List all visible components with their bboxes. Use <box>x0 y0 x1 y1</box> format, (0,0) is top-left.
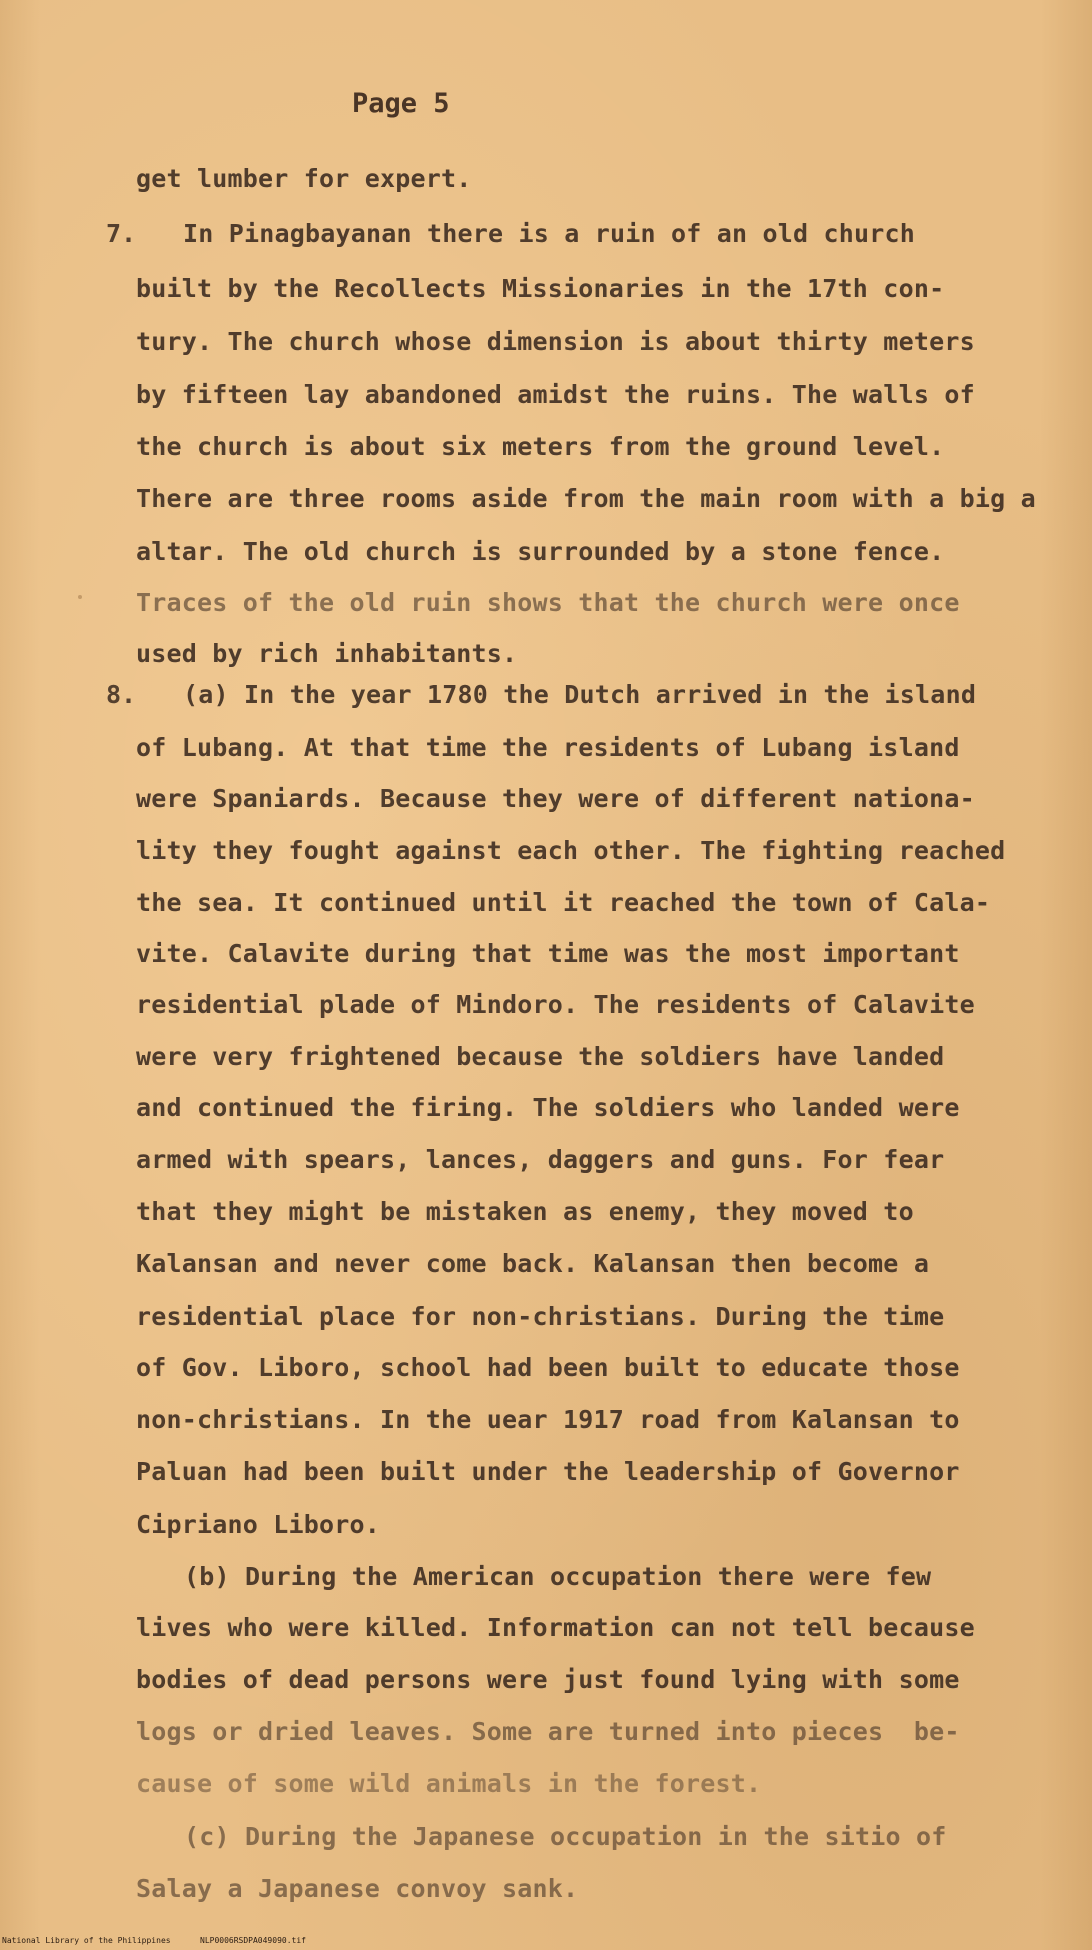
text-line: the sea. It continued until it reached the town of Cala- <box>136 888 991 917</box>
text-line: tury. The church whose dimension is about thirty meters <box>136 327 975 356</box>
text-line: (c) During the Japanese occupation in the sitio of <box>184 1822 947 1851</box>
text-line: Paluan had been built under the leadership of Governor <box>136 1457 960 1486</box>
text-line: (a) In the year 1780 the Dutch arrived in the island <box>183 680 977 709</box>
text-line: were Spaniards. Because they were of different nationa- <box>136 784 975 813</box>
text-line: vite. Calavite during that time was the most important <box>136 939 960 968</box>
text-line: Kalansan and never come back. Kalansan then become a <box>136 1249 930 1278</box>
text-line: used by rich inhabitants. <box>136 639 518 668</box>
text-line: cause of some wild animals in the forest. <box>136 1769 762 1798</box>
text-line: In Pinagbayanan there is a ruin of an old church <box>183 219 916 248</box>
text-line: bodies of dead persons were just found lying with some <box>136 1665 960 1694</box>
text-line: that they might be mistaken as enemy, they moved to <box>136 1197 914 1226</box>
footer-library-credit: National Library of the Philippines <box>2 1936 171 1945</box>
text-line: get lumber for expert. <box>136 164 472 193</box>
text-line: of Gov. Liboro, school had been built to educate those <box>136 1353 960 1382</box>
margin-mark <box>78 595 82 599</box>
footer-file-name: NLP0006RSDPA049090.tif <box>200 1936 306 1945</box>
text-line: lity they fought against each other. The fighting reached <box>136 836 1006 865</box>
text-line: logs or dried leaves. Some are turned into pieces be- <box>136 1717 960 1746</box>
text-line: were very frightened because the soldiers have landed <box>136 1042 945 1071</box>
text-line: and continued the firing. The soldiers who landed were <box>136 1093 960 1122</box>
text-line: Traces of the old ruin shows that the church were once <box>136 588 960 617</box>
text-line: residential place for non-christians. During the time <box>136 1302 945 1331</box>
item-number-8: 8. <box>106 680 137 709</box>
text-line: the church is about six meters from the ground level. <box>136 432 945 461</box>
text-line: There are three rooms aside from the main room with a big a <box>136 484 1036 513</box>
text-line: of Lubang. At that time the residents of Lubang island <box>136 733 960 762</box>
text-line: altar. The old church is surrounded by a stone fence. <box>136 537 945 566</box>
text-line: (b) During the American occupation there were few <box>184 1562 932 1591</box>
text-line: residential plade of Mindoro. The residents of Calavite <box>136 990 975 1019</box>
text-line: Salay a Japanese convoy sank. <box>136 1874 579 1903</box>
text-line: non-christians. In the uear 1917 road from Kalansan to <box>136 1405 960 1434</box>
item-number-7: 7. <box>106 219 137 248</box>
text-line: by fifteen lay abandoned amidst the ruins. The walls of <box>136 380 975 409</box>
text-line: lives who were killed. Information can not tell because <box>136 1613 975 1642</box>
text-line: Cipriano Liboro. <box>136 1510 381 1539</box>
text-line: armed with spears, lances, daggers and guns. For fear <box>136 1145 945 1174</box>
page-number: Page 5 <box>352 88 450 119</box>
text-line: built by the Recollects Missionaries in the 17th con- <box>136 274 945 303</box>
